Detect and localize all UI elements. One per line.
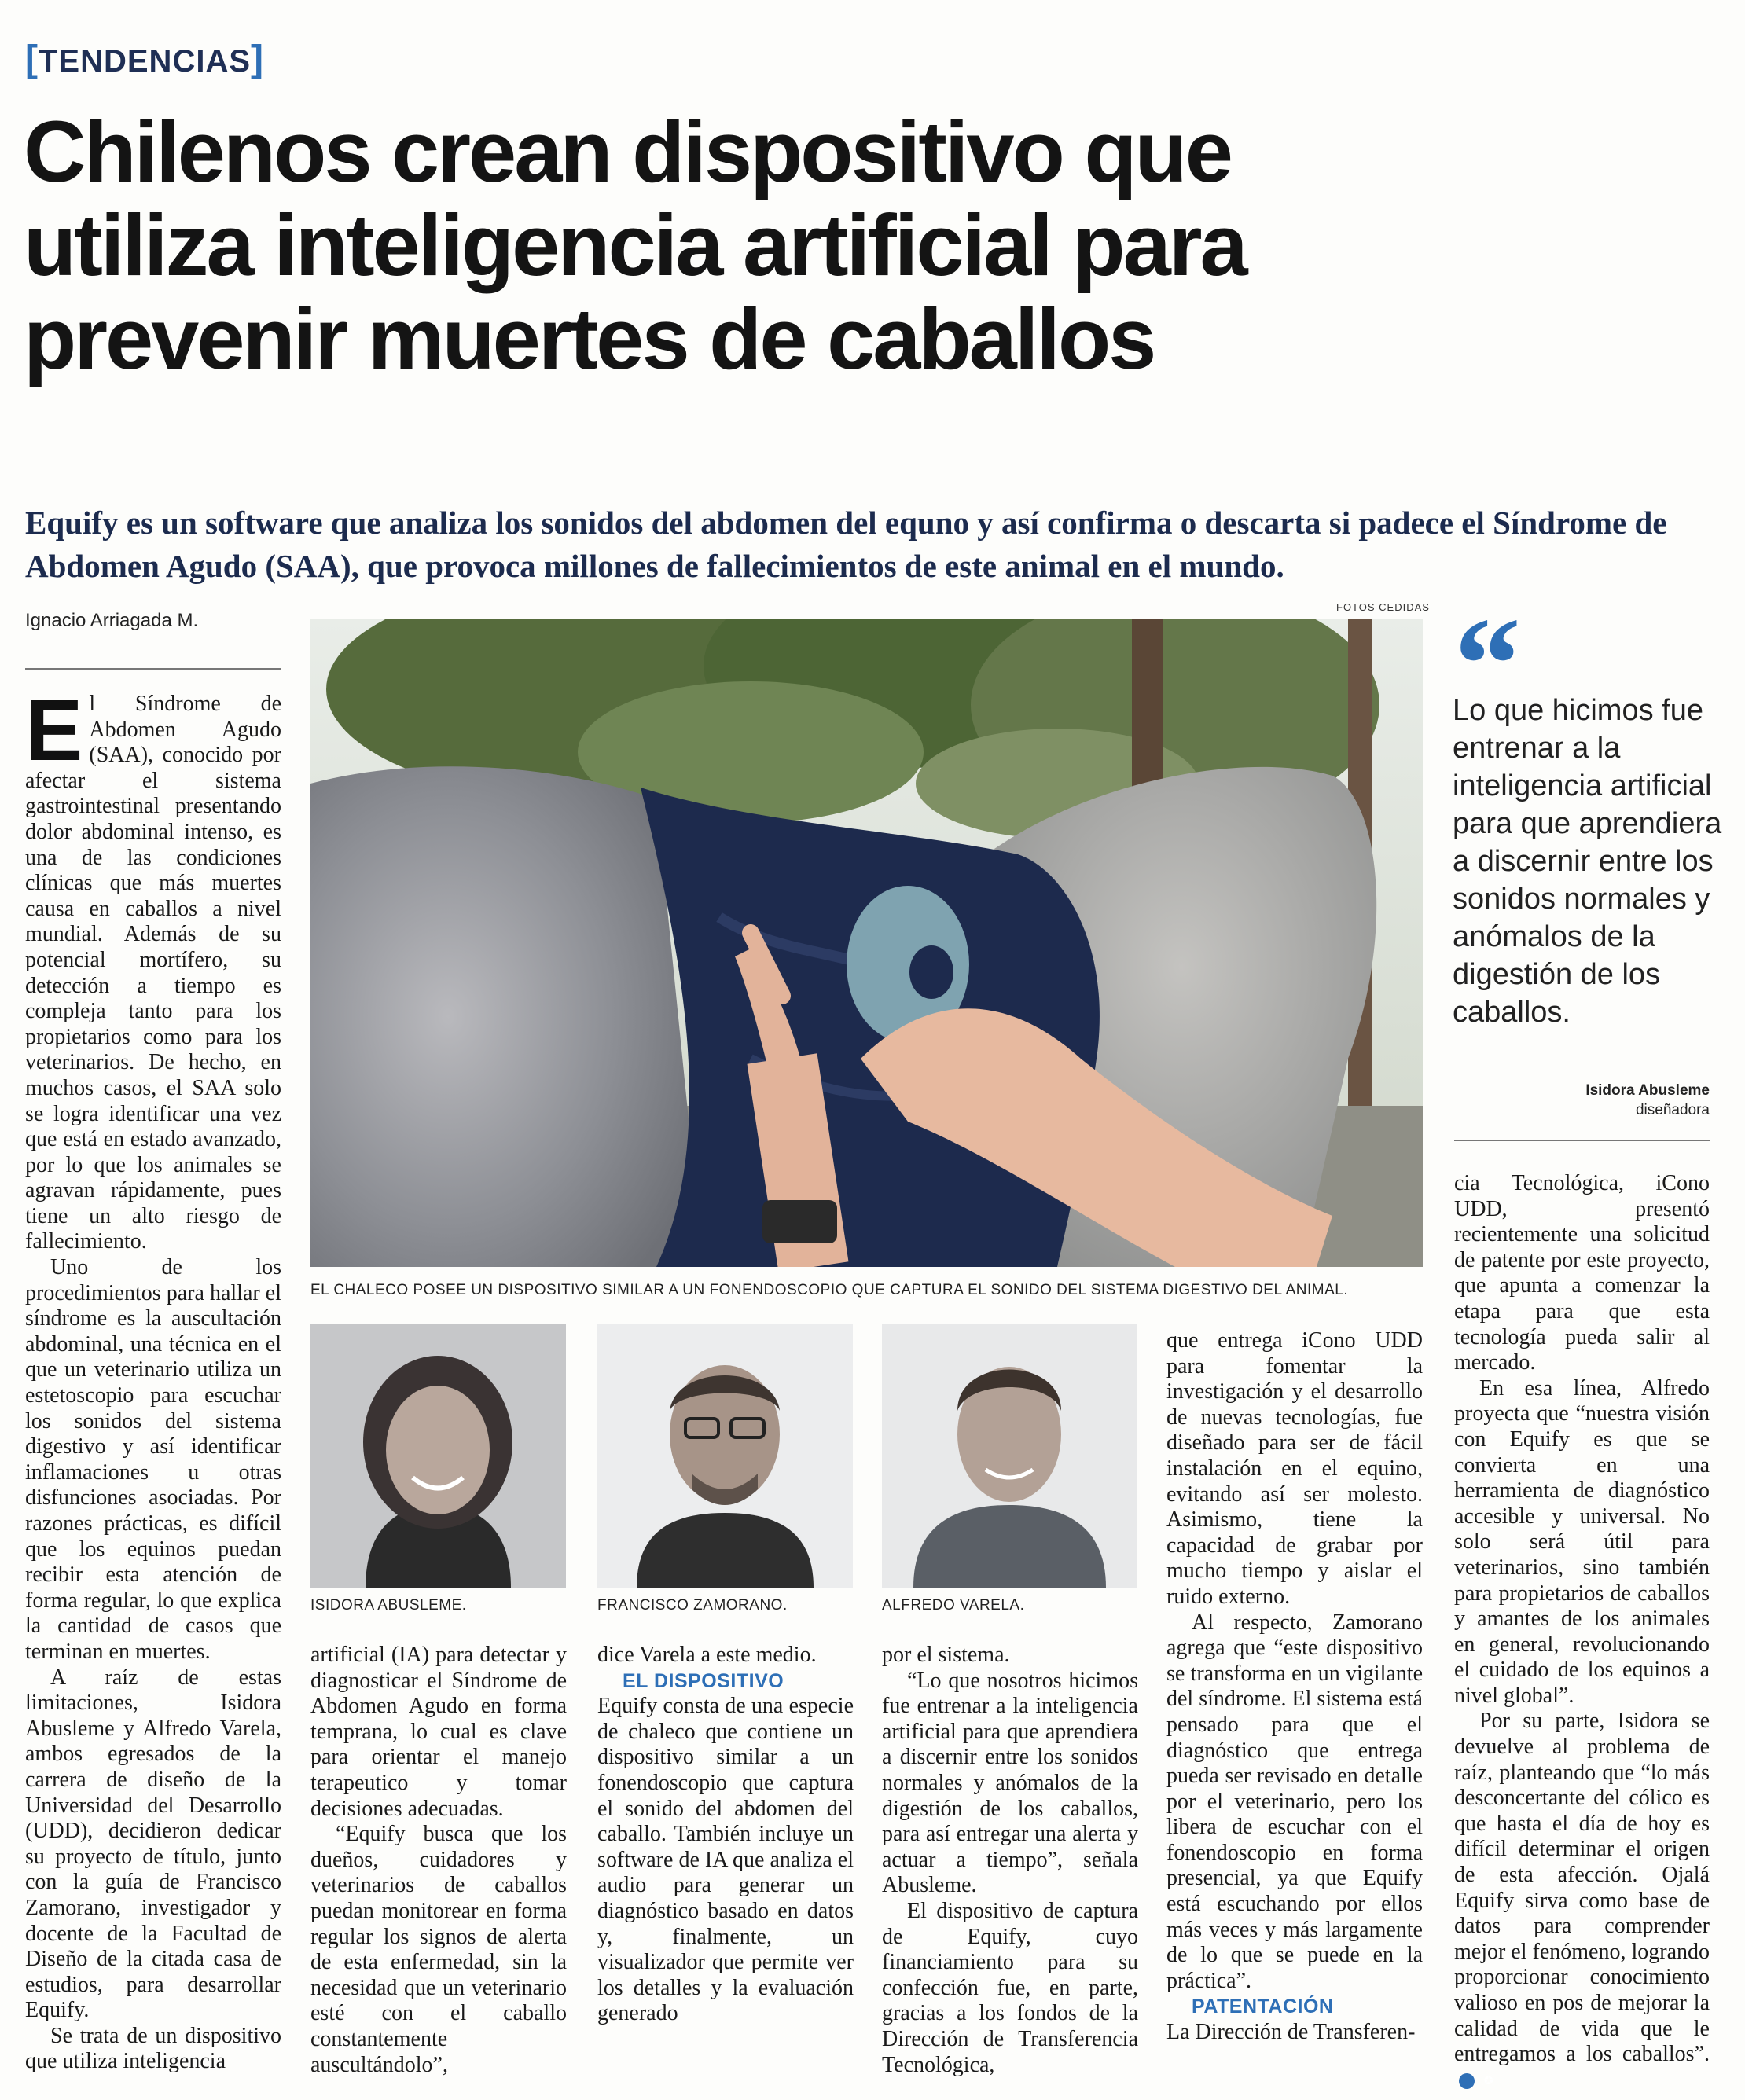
quote-mark-icon: “ (1454, 590, 1521, 738)
paragraph: dice Varela a este medio. (597, 1643, 817, 1667)
headline-line: Chilenos crean dispositivo que (24, 104, 1231, 200)
drop-cap: E (25, 682, 83, 779)
byline-divider (25, 668, 281, 670)
paragraph: “Lo que nosotros hicimos fue entrenar a la inteligencia artificial para que aprendiera a discernir entre los sonidos normales y anómalos de la digestión de los caballos, para así entregar una alerta y actuar a tiempo”, señala Abusleme. (882, 1668, 1138, 1898)
headline-line: utiliza inteligencia artificial para (24, 196, 1246, 294)
subhead-patentacion: PATENTACIÓN (1192, 1995, 1334, 2018)
byline: Ignacio Arriagada M. (25, 610, 199, 631)
portrait-caption: ALFREDO VARELA. (882, 1597, 1025, 1614)
pull-quote-attribution (1454, 1081, 1710, 1120)
main-photo (310, 619, 1423, 1267)
paragraph: que entrega iCono UDD para fomentar la investigación y el desarrollo de nuevas tecnologías, fue diseñado para ser de fácil instalación en el equino, evitando así ser molesto. Asimismo, tiene la capacidad de grabar por mucho tiempo y aislar el ruido externo. (1166, 1328, 1423, 1609)
paragraph: por el sistema. (882, 1643, 1010, 1667)
article-column-5 (1166, 1328, 1423, 2046)
paragraph: cia Tecnológica, iCono UDD, presentó recientemente una solicitud de patente por este proyecto, que apunta a comenzar la etapa para que esta tecnología pueda salir al mercado. (1454, 1171, 1710, 1375)
subhead-dispositivo: EL DISPOSITIVO (623, 1669, 784, 1692)
paragraph: El dispositivo de captura de Equify, cuyo financiamiento para su confección fue, en parte, gracias a los fondos de la Dirección de Transferencia Tecnológica, (882, 1898, 1138, 2077)
article-column-6 (1454, 1171, 1710, 2093)
article-column-4 (882, 1643, 1138, 2078)
paragraph: Al respecto, Zamorano agrega que “este dispositivo se transforma en un vigilante del síndrome. El sistema está pensado para que el diagnóstico que entrega pueda ser revisado en detalle por el veterinario, pero los libera de escuchar con el fonendoscopio en forma presencial, ya que Equify está escuchando por ellos más veces y más largamente de lo que se puede en la práctica”. (1166, 1610, 1423, 1993)
paragraph (25, 682, 281, 1255)
paragraph: artificial (IA) para detectar y diagnosticar el Síndrome de Abdomen Agudo en forma temprana, lo cual es clave para orientar el manejo terapeutico y tomar decisiones adecuadas. (310, 1643, 567, 1821)
portrait-caption: FRANCISCO ZAMORANO. (597, 1597, 788, 1614)
pull-quote: Lo que hicimos fue entrenar a la inteligencia artificial para que aprendiera a discernir entre los sonidos normales y anómalos de la digestión de los caballos. (1453, 694, 1722, 1029)
paragraph (1454, 1709, 1710, 2093)
photo-credit: FOTOS CEDIDAS (1336, 601, 1430, 613)
section-label: TENDENCIAS (38, 44, 252, 79)
portrait-caption: ISIDORA ABUSLEME. (310, 1597, 467, 1614)
end-of-article-icon: ✪ (1459, 2073, 1475, 2089)
main-photo-caption: EL CHALECO POSEE UN DISPOSITIVO SIMILAR A UN FONENDOSCOPIO QUE CAPTURA EL SONIDO DEL SISTEMA DIGESTIVO DEL ANIMAL. (310, 1282, 1349, 1298)
paragraph: En esa línea, Alfredo proyecta que “nuestra visión con Equify es que se convierta en una herramienta de diagnóstico accesible y universal. No solo será útil para veterinarios, sino también para propietarios de caballos y amantes de los animales en general, revolucionando el cuidado de los equinos a nivel global”. (1454, 1375, 1710, 1708)
portrait-isidora-abusleme (310, 1324, 566, 1588)
paragraph: Se trata de un dispositivo que utiliza inteligencia (25, 2023, 281, 2074)
headline (24, 106, 1729, 386)
paragraph: Uno de los procedimientos para hallar el síndrome es la auscultación abdominal, una técnica en el que un veterinario utiliza un estetoscopio para escuchar los sonidos del sistema digestivo y así identificar inflamaciones u otras disfunciones asociadas. Por razones prácticas, es difícil que los equinos puedan recibir esta atención de forma regular, lo que explica la cantidad de casos que terminan en muertes. (25, 1255, 281, 1664)
pull-quote-role: diseñadora (1635, 1102, 1710, 1118)
paragraph: La Dirección de Transferen- (1166, 2020, 1416, 2045)
paragraph: “Equify busca que los dueños, cuidadores y veterinarios de caballos puedan monitorear en forma regular los signos de alerta de esta enfermedad, sin la necesidad que un veterinario esté con el caballo constantemente auscultándolo”, (310, 1822, 567, 2077)
paragraph-text: Por su parte, Isidora se devuelve al problema de raíz, planteando que “lo más desconcertante del cólico es que hasta el día de hoy es difícil determinar el origen de esta afección. Ojalá Equify sirva como base de datos para comprender mejor el fenómeno, logrando proporcionar conocimiento valioso en pos de mejorar la calidad de vida que le entregamos a los caballos”. (1454, 1709, 1710, 2067)
article-column-1 (25, 682, 281, 2075)
article-column-2 (310, 1643, 567, 2078)
paragraph-text: l Síndrome de Abdomen Agudo (SAA), conocido por afectar el sistema gastrointestinal presentando dolor abdominal intenso, es una de las condiciones clínicas que más muertes causa en caballos a nivel mundial. Además de su potencial mortífero, su detección a tiempo es compleja tanto para los propietarios como para los veterinarios. De hecho, en muchos casos, el SAA solo se logra identificar una vez que está en estado avanzado, por lo que los animales se agravan rápidamente, pues tiene un alto riesgo de fallecimiento. (25, 692, 281, 1254)
headline-line: prevenir muertes de caballos (24, 290, 1155, 387)
article-column-3 (597, 1643, 854, 2027)
section-tag: [TENDENCIAS] (25, 39, 264, 80)
paragraph: A raíz de estas limitaciones, Isidora Abusleme y Alfredo Varela, ambos egresados de la carrera de diseño de la Universidad del Desarrollo (UDD), decidieron dedicar su proyecto de título, junto con la guía de Francisco Zamorano, investigador y docente de la Facultad de Diseño de la citada casa de estudios, para desarrollar Equify. (25, 1665, 281, 2023)
portrait-francisco-zamorano (597, 1324, 853, 1588)
pull-quote-author: Isidora Abusleme (1585, 1082, 1710, 1099)
deck: Equify es un software que analiza los sonidos del abdomen del equno y así confirma o descarta si padece el Síndrome de Abdomen Agudo (SAA), que provoca millones de fallecimientos de este animal en el mundo. (25, 505, 1667, 584)
paragraph: Equify consta de una especie de chaleco que contiene un dispositivo similar a un fonendoscopio que captura el sonido del abdomen del caballo. También incluye un software de IA que analiza el audio para generar un diagnóstico basado en datos y, finalmente, un visualizador que permite ver los detalles y la evaluación generado (597, 1694, 854, 2026)
portrait-alfredo-varela (882, 1324, 1137, 1588)
pull-quote-divider (1454, 1140, 1710, 1141)
